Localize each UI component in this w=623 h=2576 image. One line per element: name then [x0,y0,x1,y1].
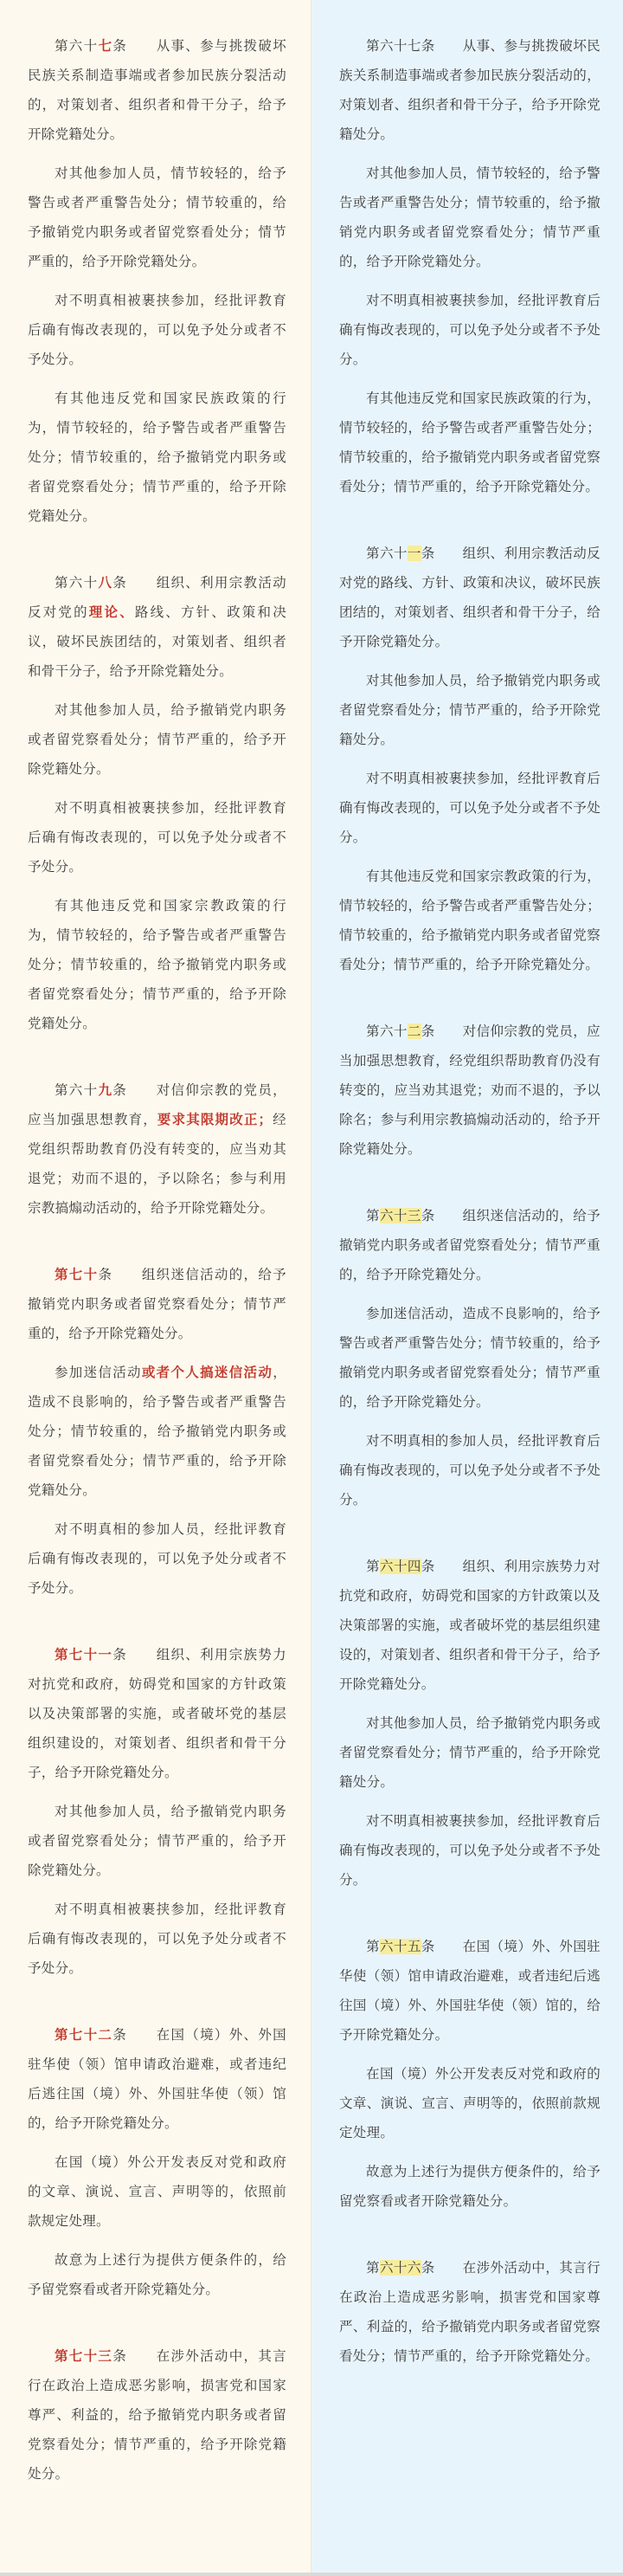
article-72-para-3: 故意为上述行为提供方便条件的，给予留党察看或者开除党籍处分。 [28,2252,286,2297]
orig-article-67-para-3: 对不明真相被裹挟参加，经批评教育后确有悔改表现的，可以免予处分或者不予处分。 [339,293,601,367]
orig-article-65-para-2: 在国（境）外公开发表反对党和政府的文章、演说、宣言、声明等的，依照前款规定处理。 [339,2066,601,2140]
orig-article-65-para-3: 故意为上述行为提供方便条件的，给予留党察看或者开除党籍处分。 [339,2164,601,2209]
article-73-para-1: 第七十三条 在涉外活动中，其言行在政治上造成恶劣影响，损害党和国家尊严、利益的，给予撤销党内职务或者留党察看处分；情节严重的，给予开除党籍处分。 [28,2348,286,2482]
orig-article-61-para-3: 对不明真相被裹挟参加，经批评教育后确有悔改表现的，可以免予处分或者不予处分。 [339,771,601,845]
orig-article-61-para-1: 第六十一条 组织、利用宗教活动反对党的路线、方针、政策和决议，破坏民族团结的，对策划者、组织者和骨干分子，给予开除党籍处分。 [339,546,601,649]
orig-article-64-para-2: 对其他参加人员，给予撤销党内职务或者留党察看处分；情节严重的，给予开除党籍处分。 [339,1715,601,1790]
orig-article-63-para-2: 参加迷信活动，造成不良影响的，给予警告或者严重警告处分；情节较重的，给予撤销党内职务或者留党察看处分；情节严重的，给予开除党籍处分。 [339,1306,601,1410]
article-67-para-2: 对其他参加人员，情节较轻的，给予警告或者严重警告处分；情节较重的，给予撤销党内职务或者留党察看处分；情节严重的，给予开除党籍处分。 [28,165,286,269]
article-71-para-2: 对其他参加人员，给予撤销党内职务或者留党察看处分；情节严重的，给予开除党籍处分。 [28,1804,286,1878]
article-68-para-4: 有其他违反党和国家宗教政策的行为，情节较轻的，给予警告或者严重警告处分；情节较重的，给予撤销党内职务或者留党察看处分；情节严重的，给予开除党籍处分。 [28,898,286,1031]
article-70-para-1: 第七十条 组织迷信活动的，给予撤销党内职务或者留党察看处分；情节严重的，给予开除党籍处分。 [28,1267,286,1341]
orig-article-66-para-1: 第六十六条 在涉外活动中，其言行在政治上造成恶劣影响，损害党和国家尊严、利益的，给予撤销党内职务或者留党察看处分；情节严重的，给予开除党籍处分。 [339,2260,601,2364]
article-71-para-1: 第七十一条 组织、利用宗族势力对抗党和政府，妨碍党和国家的方针政策以及决策部署的实施，或者破坏党的基层组织建设的，对策划者、组织者和骨干分子，给予开除党籍处分。 [28,1647,286,1780]
orig-article-64-para-3: 对不明真相被裹挟参加，经批评教育后确有悔改表现的，可以免予处分或者不予处分。 [339,1813,601,1888]
right-column-original [312,0,623,2576]
article-69-para-1: 第六十九条 对信仰宗教的党员，应当加强思想教育，要求其限期改正；经党组织帮助教育仍没有转变的，应当劝其退党；劝而不退的，予以除名；参与利用宗教搞煽动活动的，给予开除党籍处分。 [28,1082,286,1216]
article-70-para-3: 对不明真相的参加人员，经批评教育后确有悔改表现的，可以免予处分或者不予处分。 [28,1521,286,1596]
article-68-para-3: 对不明真相被裹挟参加，经批评教育后确有悔改表现的，可以免予处分或者不予处分。 [28,800,286,875]
orig-article-67-para-4: 有其他违反党和国家民族政策的行为，情节较轻的，给予警告或者严重警告处分；情节较重的，给予撤销党内职务或者留党察看处分；情节严重的，给予开除党籍处分。 [339,391,601,494]
article-68-para-1: 第六十八条 组织、利用宗教活动反对党的理论、路线、方针、政策和决议，破坏民族团结的，对策划者、组织者和骨干分子，给予开除党籍处分。 [28,575,286,679]
article-67-para-3: 对不明真相被裹挟参加，经批评教育后确有悔改表现的，可以免予处分或者不予处分。 [28,293,286,367]
orig-article-65-para-1: 第六十五条 在国（境）外、外国驻华使（领）馆申请政治避难，或者违纪后逃往国（境）外、外国驻华使（领）馆的，给予开除党籍处分。 [339,1939,601,2043]
orig-article-61-para-4: 有其他违反党和国家宗教政策的行为，情节较轻的，给予警告或者严重警告处分；情节较重的，给予撤销党内职务或者留党察看处分；情节严重的，给予开除党籍处分。 [339,868,601,972]
article-71-para-3: 对不明真相被裹挟参加，经批评教育后确有悔改表现的，可以免予处分或者不予处分。 [28,1901,286,1976]
article-70-para-2: 参加迷信活动或者个人搞迷信活动，造成不良影响的，给予警告或者严重警告处分；情节较重的，给予撤销党内职务或者留党察看处分；情节严重的，给予开除党籍处分。 [28,1365,286,1498]
orig-article-67-para-2: 对其他参加人员，情节较轻的，给予警告或者严重警告处分；情节较重的，给予撤销党内职务或者留党察看处分；情节严重的，给予开除党籍处分。 [339,165,601,269]
orig-article-62-para-1: 第六十二条 对信仰宗教的党员，应当加强思想教育，经党组织帮助教育仍没有转变的，应当劝其退党；劝而不退的，予以除名；参与利用宗教搞煽动活动的，给予开除党籍处分。 [339,1023,601,1157]
orig-article-63-para-1: 第六十三条 组织迷信活动的，给予撤销党内职务或者留党察看处分；情节严重的，给予开除党籍处分。 [339,1208,601,1282]
orig-article-64-para-1: 第六十四条 组织、利用宗族势力对抗党和政府，妨碍党和国家的方针政策以及决策部署的实施，或者破坏党的基层组织建设的，对策划者、组织者和骨干分子，给予开除党籍处分。 [339,1559,601,1692]
orig-article-61-para-2: 对其他参加人员，给予撤销党内职务或者留党察看处分；情节严重的，给予开除党籍处分。 [339,673,601,747]
orig-article-63-para-3: 对不明真相的参加人员，经批评教育后确有悔改表现的，可以免予处分或者不予处分。 [339,1433,601,1508]
article-68-para-2: 对其他参加人员，给予撤销党内职务或者留党察看处分；情节严重的，给予开除党籍处分。 [28,702,286,777]
article-67-para-4: 有其他违反党和国家民族政策的行为，情节较轻的，给予警告或者严重警告处分；情节较重的，给予撤销党内职务或者留党察看处分；情节严重的，给予开除党籍处分。 [28,391,286,524]
article-72-para-2: 在国（境）外公开发表反对党和政府的文章、演说、宣言、声明等的，依照前款规定处理。 [28,2154,286,2229]
bottom-divider [0,2573,623,2576]
article-72-para-1: 第七十二条 在国（境）外、外国驻华使（领）馆申请政治避难，或者违纪后逃往国（境）外、外国驻华使（领）馆的，给予开除党籍处分。 [28,2027,286,2131]
orig-article-67-para-1: 第六十七条 从事、参与挑拨破坏民族关系制造事端或者参加民族分裂活动的，对策划者、组织者和骨干分子，给予开除党籍处分。 [339,38,601,142]
article-67-para-1: 第六十七条 从事、参与挑拨破坏民族关系制造事端或者参加民族分裂活动的，对策划者、组织者和骨干分子，给予开除党籍处分。 [28,38,286,142]
